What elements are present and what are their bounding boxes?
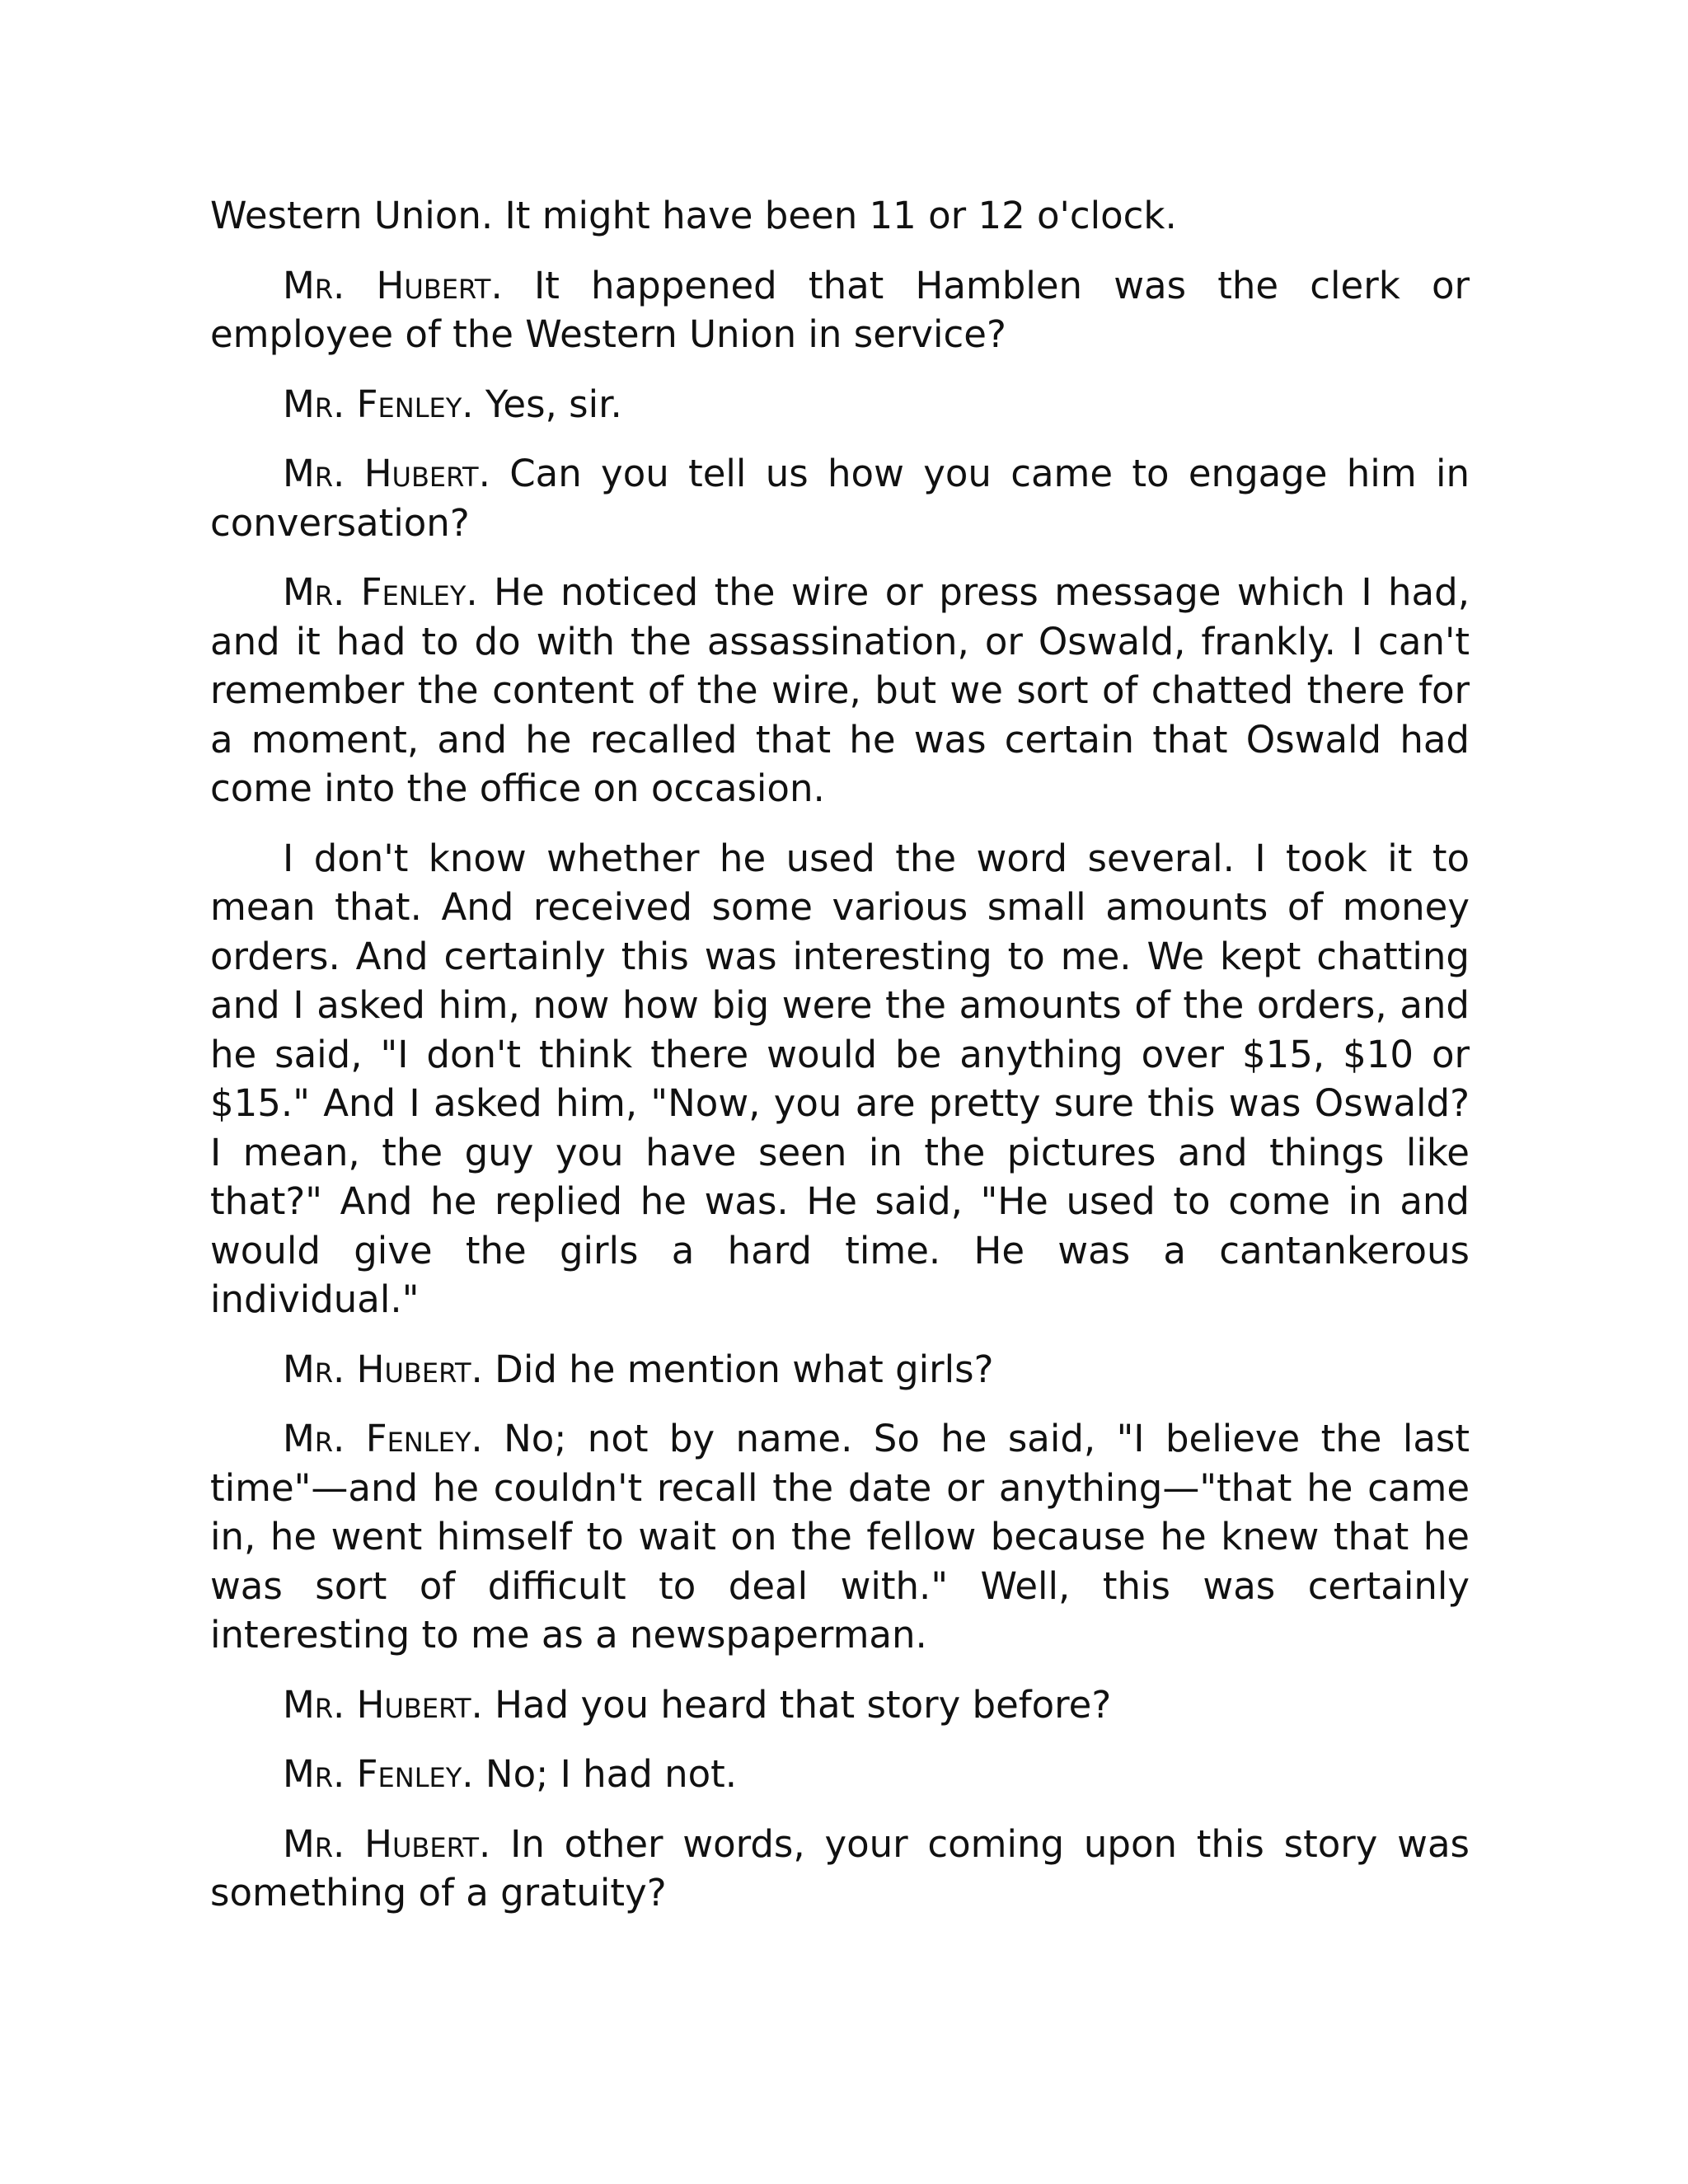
paragraph-testimony bbox=[210, 1820, 1470, 1918]
paragraph-text: Western Union. It might have been 11 or 12 o'clock. bbox=[210, 194, 1177, 237]
speaker-label: Mr. Fenley. bbox=[283, 570, 478, 614]
paragraph-continuation bbox=[210, 191, 1470, 241]
speaker-label: Mr. Fenley. bbox=[283, 382, 474, 426]
paragraph-text: No; not by name. So he said, "I believe the last time"—and he couldn't recall the date or anything—"that he came in, he went himself to wait on the fellow because he knew that he was sort of difficult to deal with." Well, this was certainly interesting to me as a newspaperman. bbox=[210, 1417, 1470, 1657]
paragraph-text: Can you tell us how you came to engage him in conversation? bbox=[210, 452, 1470, 545]
paragraph-text: He noticed the wire or press message which I had, and it had to do with the assassination, or Oswald, frankly. I can't remember the content of the wire, but we sort of chatted there for a moment, and he recalled that he was certain that Oswald had come into the office on occasion. bbox=[210, 570, 1470, 810]
paragraph-testimony bbox=[210, 449, 1470, 547]
speaker-label: Mr. Hubert. bbox=[283, 452, 490, 495]
paragraph-text: No; I had not. bbox=[473, 1752, 738, 1796]
paragraph-testimony bbox=[210, 1680, 1470, 1730]
paragraph-text: It happened that Hamblen was the clerk or employee of the Western Union in service? bbox=[210, 263, 1470, 356]
speaker-label: Mr. Hubert. bbox=[283, 263, 503, 307]
paragraph-testimony bbox=[210, 1750, 1470, 1799]
speaker-label: Mr. Hubert. bbox=[283, 1347, 483, 1391]
paragraph-text: In other words, your coming upon this story was something of a gratuity? bbox=[210, 1821, 1470, 1915]
document-page bbox=[210, 191, 1470, 1938]
speaker-label: Mr. Fenley. bbox=[283, 1417, 483, 1460]
paragraph-text: I don't know whether he used the word several. I took it to mean that. And received some various small amounts of money orders. And certainly this was interesting to me. We kept chatting and I asked him, now how big were the amounts of the orders, and he said, "I don't think there would be anything over $15, $10 or $15." And I asked him, "Now, you are pretty sure this was Oswald? I mean, the guy you have seen in the pictures and things like that?" And he replied he was. He said, "He used to come in and would give the girls a hard time. He was a cantankerous individual." bbox=[210, 836, 1470, 1321]
paragraph-testimony bbox=[210, 380, 1470, 429]
speaker-label: Mr. Fenley. bbox=[283, 1752, 474, 1796]
speaker-label: Mr. Hubert. bbox=[283, 1682, 483, 1727]
paragraph-text: Had you heard that story before? bbox=[482, 1682, 1112, 1727]
speaker-label: Mr. Hubert. bbox=[283, 1821, 491, 1866]
paragraph-testimony bbox=[210, 261, 1470, 359]
paragraph-text: Did he mention what girls? bbox=[482, 1347, 994, 1391]
paragraph-testimony bbox=[210, 568, 1470, 813]
paragraph-testimony bbox=[210, 1345, 1470, 1394]
paragraph-testimony-continued bbox=[210, 834, 1470, 1324]
paragraph-text: Yes, sir. bbox=[473, 382, 622, 426]
paragraph-testimony bbox=[210, 1414, 1470, 1660]
